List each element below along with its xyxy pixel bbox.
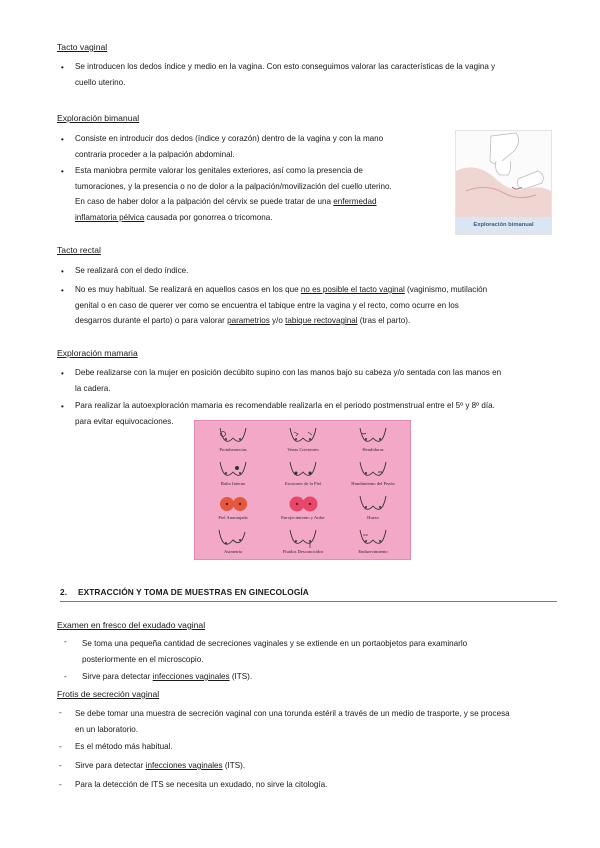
- text-line: Se toma una pequeña cantidad de secreciones vaginales y se extiende en un portaobjetos para examinarlo: [82, 639, 468, 648]
- text-line: [75, 210, 443, 226]
- text-line: Esta maniobra permite valorar los genitales exteriores, así como la presencia de: [75, 166, 363, 175]
- frotis-bullet-1: [75, 706, 565, 737]
- frotis-bullet-4: Para la detección de ITS se necesita un exudado, no sirve la citología.: [75, 780, 328, 789]
- text-line: Se introducen los dedos índice y medio en la vagina. Con esto conseguimos valorar las características de la vagina y: [75, 62, 496, 71]
- dash: -: [64, 672, 67, 681]
- bimanual-bullet-2: [75, 163, 443, 225]
- text-span: desgarros durante el parto) o para valorar: [75, 316, 228, 325]
- bullet: •: [61, 286, 64, 295]
- text-line: [75, 194, 443, 210]
- frotis-bullet-3: [75, 758, 245, 774]
- bullet: •: [61, 135, 64, 144]
- caption: Hundimiento del Pezón: [351, 481, 395, 486]
- text-line: [75, 313, 560, 329]
- text-line: Para realizar la autoexploración mamaria es recomendable realizarla en el periodo postmenstrual entre el 5º y 8º día.: [75, 401, 495, 410]
- rectal-bullet-1: Se realizará con el dedo índice.: [75, 266, 189, 275]
- caption: Erosiones de la Piel: [284, 481, 322, 486]
- link-inflamatoria-pelvica[interactable]: inflamatoria pélvica: [75, 212, 145, 222]
- bullet: •: [61, 63, 64, 72]
- text-line: contraria proceder a la palpación abdominal.: [75, 149, 235, 159]
- text-span: Sirve para detectar: [75, 761, 146, 770]
- caption: Hueso: [367, 515, 379, 520]
- caption: Venas Crecientes: [287, 447, 319, 452]
- heading-exploracion-bimanual: Exploración bimanual: [57, 113, 140, 123]
- section-divider: [60, 601, 557, 602]
- bullet: •: [61, 267, 64, 276]
- text-span: Sirve para detectar: [82, 672, 153, 681]
- text-span: (tras el parto).: [357, 316, 411, 325]
- caption: Piel Anaranjada: [218, 515, 248, 520]
- text-span: No es muy habitual. Se realizará en aquellos casos en los que: [75, 285, 301, 294]
- caption: Protuberancias: [219, 447, 247, 452]
- caption: Enrojecimiento y Ardor: [281, 515, 325, 520]
- text-span: (vaginismo, mutilación: [404, 285, 488, 294]
- heading-examen-fresco: Examen en fresco del exudado vaginal: [57, 620, 206, 630]
- link-no-es-posible[interactable]: no es posible el tacto vaginal: [300, 285, 405, 294]
- breast-signs-panel: [194, 420, 411, 560]
- frotis-bullet-2: Es el método más habitual.: [75, 742, 173, 751]
- link-enfermedad[interactable]: enfermedad: [333, 197, 377, 206]
- mamaria-bullet-1: [75, 365, 565, 396]
- text-line: Consiste en introducir dos dedos (índice y corazón) dentro de la vagina y con la mano: [75, 134, 384, 143]
- caption: Fluidos Desconocidos: [282, 549, 324, 554]
- bimanual-bullet-1: [75, 131, 443, 162]
- bimanual-exam-image: [455, 130, 552, 235]
- text-span: (ITS).: [229, 672, 253, 681]
- section-2-number: 2.: [60, 587, 68, 597]
- link-infecciones-vaginales-2[interactable]: infecciones vaginales: [145, 761, 223, 770]
- caption: Endurecimiento: [358, 549, 388, 554]
- bullet: •: [61, 402, 64, 411]
- text-line: posteriormente en el microscopio.: [82, 654, 204, 664]
- dash: -: [59, 742, 62, 751]
- text-line: genital o en caso de querer ver como se encuentra el tabique entre la vagina y el recto, como ocurre en los: [75, 300, 459, 310]
- bullet: •: [61, 369, 64, 378]
- text-line: cuello uterino.: [75, 77, 126, 87]
- bimanual-illustration: [456, 131, 551, 217]
- text-span: y/o: [269, 316, 286, 325]
- bullet: •: [61, 167, 64, 176]
- text-span: (ITS).: [222, 761, 246, 770]
- fresco-bullet-1: [82, 636, 557, 667]
- text-line: [75, 282, 560, 298]
- image-caption: Exploración bimanual: [456, 217, 551, 234]
- link-tabique-rectovaginal[interactable]: tabique rectovaginal: [285, 316, 358, 325]
- link-infecciones-vaginales[interactable]: infecciones vaginales: [152, 672, 230, 681]
- text-span: causada por gonorrea o tricomona.: [144, 212, 273, 222]
- caption: Asimetría: [223, 549, 243, 554]
- heading-frotis: Frotis de secreción vaginal: [57, 689, 160, 699]
- section-2-title: EXTRACCIÓN Y TOMA DE MUESTRAS EN GINECOLOGÍA: [78, 587, 309, 597]
- link-parametrios[interactable]: parametrios: [227, 316, 270, 325]
- caption: Bulto Interno: [220, 481, 246, 486]
- dash: -: [59, 780, 62, 789]
- caption: Hendiduras: [362, 447, 384, 452]
- text-line: para evitar equivocaciones.: [75, 416, 174, 426]
- text-span: En caso de haber dolor a la palpación del cérvix se puede tratar de una: [75, 197, 332, 206]
- fresco-bullet-2: [82, 669, 252, 685]
- dash: -: [59, 708, 62, 717]
- text-line: Se debe tomar una muestra de secreción vaginal con una torunda estéril a través de un medio de trasporte, y se procesa: [75, 709, 510, 718]
- dash: -: [59, 761, 62, 770]
- tacto-vaginal-text: [75, 59, 560, 90]
- text-line: tumoraciones, y la presencia o no de dolor a la palpación/movilización del cuello uterino.: [75, 181, 392, 191]
- rectal-bullet-2: [75, 282, 560, 329]
- heading-tacto-vaginal: Tacto vaginal: [57, 42, 108, 52]
- heading-tacto-rectal: Tacto rectal: [57, 245, 101, 255]
- text-line: la cadera.: [75, 383, 111, 393]
- heading-exploracion-mamaria: Exploración mamaria: [57, 348, 138, 358]
- text-line: en un laboratorio.: [75, 724, 138, 734]
- text-line: Debe realizarse con la mujer en posición decúbito supino con las manos bajo su cabeza y/o sentada con las manos en: [75, 368, 502, 377]
- dash: -: [64, 637, 67, 646]
